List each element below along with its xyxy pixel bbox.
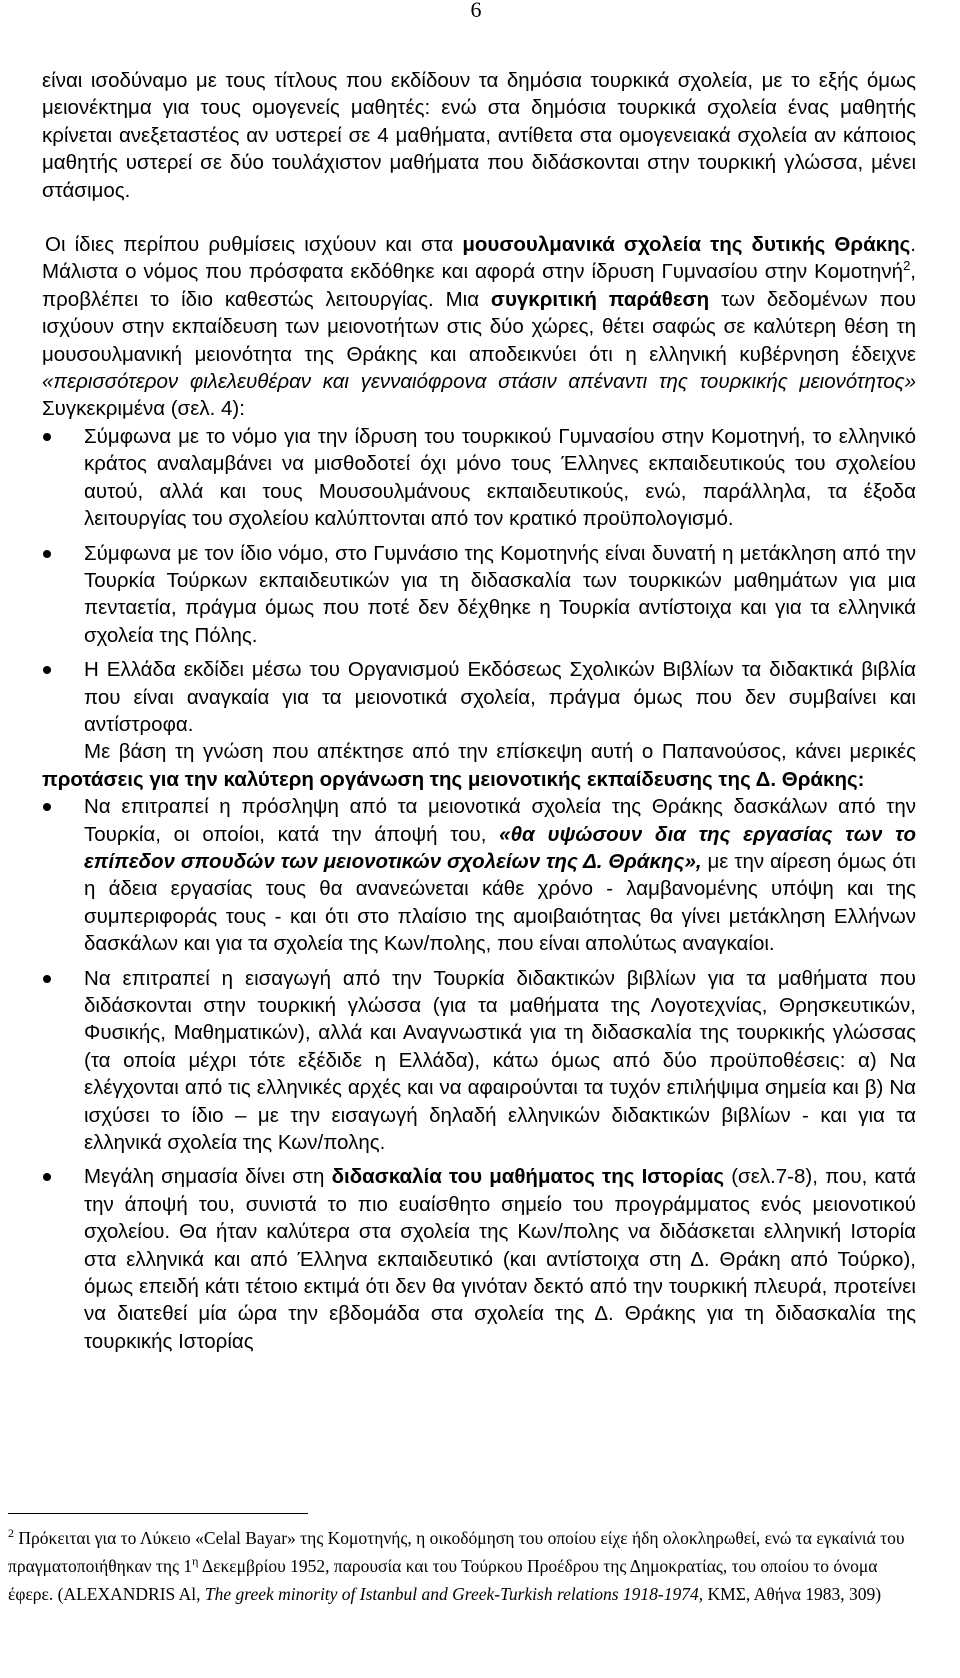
footnote-number: 2 [8,1526,14,1541]
bullet-icon [43,1173,51,1181]
bold-phrase-muslim-schools: μουσουλμανικά σχολεία της δυτικής Θράκης [462,233,911,257]
ordinal-superscript: η [192,1554,199,1569]
bold-phrase-comparison: συγκριτική παράθεση [490,287,710,311]
page-number: 6 [470,0,482,22]
bullet-icon [43,433,51,441]
bold-italic-quote: «θα υψώσουν δια της εργασίας των το επίπεδον σπουδών των μειονοτικών σχολείων της Δ. Θράκης», [84,822,916,873]
text-run: Δεκεμβρίου 1952, παρουσία και του Τούρκου Προέδρου της Δημοκρατίας, του οποίου το όνομα έφερε. (ALEXANDRIS Al, [8,1556,878,1604]
text-run: Πρόκειται για το Λύκειο «Celal Bayar» της Κομοτηνής, η οικοδόμηση του οποίου είχε ήδη ολοκληρωθεί, ενώ τα εγκαίνιά του πραγματοποιήθηκαν της 1 [8,1528,905,1576]
bullet-icon [43,975,51,983]
footnote [8,1524,916,1608]
paragraph-gap [42,204,916,231]
paragraph-proposals [42,738,916,793]
list-item [42,423,916,533]
text-run: των δεδομένων που ισχύουν στην εκπαίδευση των μειονοτήτων στις δύο χώρες, θέτει σαφώς σε καλύτερη θέση τη μουσουλμανική μειονότητα της Θράκης και αποδεικνύει ότι η ελληνική κυβέρνηση έδειχνε [42,287,916,366]
list-item [42,965,916,1157]
text-run: Να επιτραπεί η πρόσληψη από τα μειονοτικά σχολεία της Θράκης δασκάλων από την Τουρκία, οι οποίοι, κατά την άποψή του, [84,795,916,846]
text-run: , προβλέπει το ίδιο καθεστώς λειτουργίας. Μια [42,260,916,311]
text-run: ΚΜΣ, Αθήνα 1983, 309) [703,1584,882,1604]
list-item-text: Η Ελλάδα εκδίδει μέσω του Οργανισμού Εκδόσεως Σχολικών Βιβλίων τα διδακτικά βιβλία που είναι αναγκαία για τα μειονοτικά σχολεία, πράγμα όμως που δεν συμβαίνει και αντίστροφα. [84,658,916,736]
bold-phrase-history: διδασκαλία του μαθήματος της Ιστορίας [331,1165,725,1189]
list-item [42,656,916,738]
list-item [42,540,916,650]
bullet-icon [43,666,51,674]
list-item [42,1163,916,1355]
paragraph-minority-schools [42,231,916,423]
footnote-separator [8,1513,308,1514]
text-run: . Μάλιστα ο νόμος που πρόσφατα εκδόθηκε και αφορά στην ίδρυση Γυμνασίου στην Κομοτηνή [42,233,916,284]
italic-book-title: The greek minority of Istanbul and Greek-Turkish relations 1918-1974, [204,1584,704,1604]
text-run: Με βάση τη γνώση που απέκτησε από την επίσκεψη αυτή ο Παπανούσος, κάνει μερικές [84,740,916,764]
bold-phrase-proposals: προτάσεις για την καλύτερη οργάνωση της μειονοτικής εκπαίδευσης της Δ. Θράκης: [42,767,865,791]
bullet-list-comparison [42,423,916,738]
list-item-text: Σύμφωνα με τον ίδιο νόμο, στο Γυμνάσιο της Κομοτηνής είναι δυνατή η μετάκληση από την Τουρκία Τούρκων εκπαιδευτικών για τη διδασκαλία των τουρκικών μαθημάτων για μια πενταετία, πράγμα όμως που ποτέ δεν δέχθηκε η Τουρκία αντίστοιχα και για τα ελληνικά σχολεία της Πόλης. [84,541,916,647]
text-run: Μεγάλη σημασία δίνει στη [84,1165,332,1189]
bullet-icon [43,550,51,558]
document-body [42,67,916,1355]
text-run: (σελ.7-8), που, κατά την άποψή του, συνιστά το πιο ευαίσθητο σημείο του προγράμματος ενός μειονοτικού σχολείου. Θα ήταν καλύτερα στα σχολεία της Κων/πολης να διδάσκεται ελληνική Ιστορία στα ελληνικά και από Έλληνα εκπαιδευτικό (και αντίστοιχα στη Δ. Θράκη από Τούρκο), όμως επειδή κάτι τέτοιο εκτιμά ότι δεν θα γινόταν δεκτό από την τουρκική πλευρά, προτείνει να διατεθεί μία ώρα την εβδομάδα στα σχολεία της Δ. Θράκης για τη διδασκαλία της τουρκικής Ιστορίας [84,1165,916,1353]
list-item-text: Σύμφωνα με το νόμο για την ίδρυση του τουρκικού Γυμνασίου στην Κομοτηνή, το ελληνικό κράτος αναλαμβάνει να μισθοδοτεί όχι μόνο τους Έλληνες εκπαιδευτικούς του σχολείου αυτού, αλλά και τους Μουσουλμάνους εκπαιδευτικούς, ενώ, παράλληλα, τα έξοδα λειτουργίας του σχολείου καλύπτονται από τον κρατικό προϋπολογισμό. [84,424,916,531]
text-run: Συγκεκριμένα (σελ. 4): [42,397,245,421]
list-item [42,793,916,957]
text-run: με την αίρεση όμως ότι η άδεια εργασίας τους θα ανανεώνεται κάθε χρόνο - λαμβανομένης υπόψη και της συμπεριφοράς τους - και ότι στο πλαίσιο της αμοιβαιότητας θα γίνει μετάκληση Ελλήνων δασκάλων και για τα σχολεία της Κων/πολης, που είναι απολύτως αναγκαίοι. [84,849,916,956]
bullet-list-proposals [42,793,916,1355]
paragraph-continuation: είναι ισοδύναμο με τους τίτλους που εκδίδουν τα δημόσια τουρκικά σχολεία, με το εξής όμως μειονέκτημα για τους ομογενείς μαθητές: ενώ στα δημόσια τουρκικά σχολεία ένας μαθητής κρίνεται ανεξεταστέος αν υστερεί σε 4 μαθήματα, αντίθετα στα ομογενειακά σχολεία αν κάποιος μαθητής υστερεί σε δύο τουλάχιστον μαθήματα που διδάσκονται στην τουρκική γλώσσα, μένει στάσιμος. [42,69,916,202]
footnote-reference: 2 [903,258,911,274]
text-run: Οι ίδιες περίπου ρυθμίσεις ισχύουν και στα [45,233,463,257]
italic-quote: «περισσότερον φιλελευθέραν και γενναιόφρονα στάσιν απέναντι της τουρκικής μειονότητος» [42,370,916,394]
list-item-text: Να επιτραπεί η εισαγωγή από την Τουρκία διδακτικών βιβλίων για τα μαθήματα που διδάσκονται στην τουρκική γλώσσα (για τα μαθήματα της Λογοτεχνίας, Θρησκευτικών, Φυσικής, Μαθηματικών), αλλά και Αναγνωστικά για τη διδασκαλία της τουρκικής γλώσσας (τα οποία μέχρι τότε εξέδιδε η Ελλάδα), κάτω όμως από δύο προϋποθέσεις: α) Να ελέγχονται από τις ελληνικές αρχές και να αφαιρούνται τα τυχόν επιλήψιμα σημεία και β) Να ισχύσει το ίδιο – με την εισαγωγή δηλαδή ελληνικών διδακτικών βιβλίων - και για τα ελληνικά σχολεία της Κων/πολης. [84,966,916,1155]
bullet-icon [43,803,51,811]
